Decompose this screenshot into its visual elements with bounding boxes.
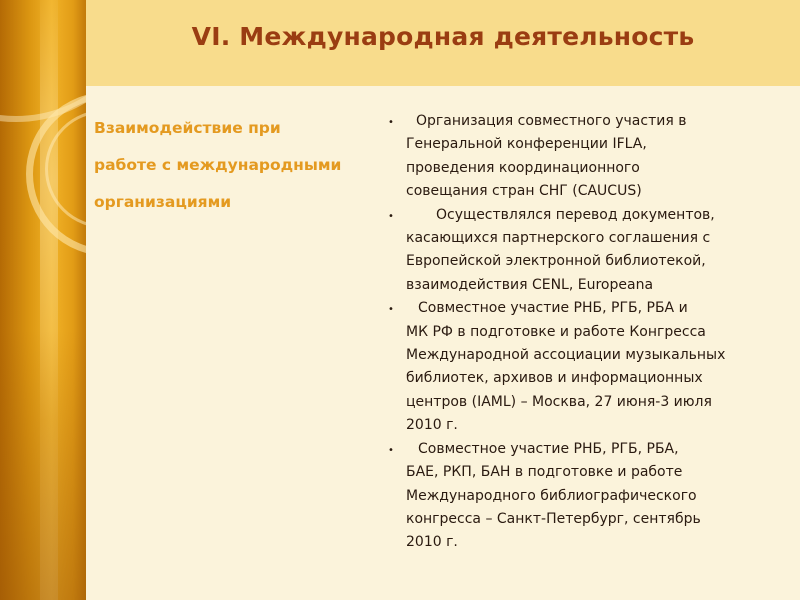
bullet-line: центров (IAML) – Москва, 27 июня-3 июля	[406, 393, 712, 410]
slide-title: VI. Международная деятельность	[191, 22, 695, 51]
bullet-line: Генеральной конференции IFLA,	[406, 136, 647, 153]
bullet-line: Международного библиографического	[406, 487, 697, 504]
bullet-line: Совместное участие РНБ, РГБ, РБА,	[418, 440, 679, 457]
subtitle-line: организациями	[94, 193, 232, 211]
bullet-line: Совместное участие РНБ, РГБ, РБА и	[418, 300, 688, 317]
section-subtitle	[94, 110, 384, 221]
bullet-item-bibliographic-congress	[388, 438, 794, 555]
bullet-list	[388, 110, 794, 555]
bullet-line: взаимодействия CENL, Europeana	[406, 276, 654, 293]
bullet-icon: •	[388, 304, 394, 316]
bullet-icon: •	[388, 117, 394, 128]
bullet-line: конгресса – Санкт-Петербург, сентябрь	[406, 510, 701, 527]
subtitle-line: работе с международными	[94, 156, 342, 174]
bullet-line: библиотек, архивов и информационных	[406, 370, 703, 387]
bullet-line: Организация совместного участия в	[416, 113, 687, 129]
bullet-line: 2010 г.	[406, 534, 458, 551]
bullet-item-iaml	[388, 297, 794, 437]
bullet-line: 2010 г.	[406, 417, 458, 434]
subtitle-line: Взаимодействие при	[94, 119, 281, 137]
bullet-icon: •	[388, 210, 394, 222]
bullet-line: совещания стран СНГ (CAUCUS)	[406, 183, 642, 200]
decorative-shade	[0, 330, 86, 600]
decorative-side-strip	[0, 0, 86, 600]
bullet-item-translation	[388, 204, 794, 298]
bullet-item-ifla	[388, 110, 794, 204]
bullet-line: Международной ассоциации музыкальных	[406, 347, 726, 364]
bullet-icon: •	[388, 444, 394, 456]
bullet-line: Осуществлялся перевод документов,	[436, 206, 715, 223]
bullet-line: проведения координационного	[406, 159, 640, 176]
bullet-line: БАЕ, РКП, БАН в подготовке и работе	[406, 464, 683, 481]
bullet-line: Европейской электронной библиотекой,	[406, 253, 706, 270]
bullet-line: касающихся партнерского соглашения с	[406, 230, 711, 247]
bullet-line: МК РФ в подготовке и работе Конгресса	[406, 323, 706, 340]
